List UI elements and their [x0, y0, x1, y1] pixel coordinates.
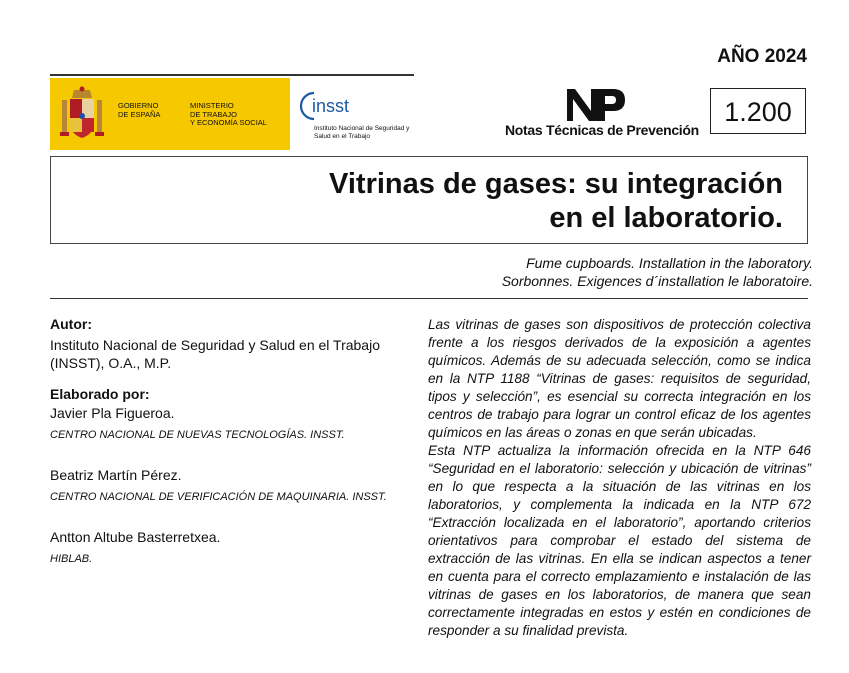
- insst-full-name: Instituto Nacional de Seguridad y Salud en el Trabajo: [314, 125, 410, 140]
- abstract: [428, 316, 811, 640]
- ntp-logo-icon: [565, 87, 627, 123]
- ministry-label: MINISTERIO DE TRABAJO Y ECONOMÍA SOCIAL: [190, 101, 267, 127]
- elaborado-heading: Elaborado por:: [50, 386, 150, 402]
- title-translations: [502, 254, 813, 290]
- government-logo-band: [50, 78, 290, 150]
- author-name: Javier Pla Figueroa.: [50, 405, 175, 421]
- author-affiliation: CENTRO NACIONAL DE VERIFICACIÓN DE MAQUINARIA. INSST.: [50, 491, 387, 503]
- abstract-paragraph: Las vitrinas de gases son dispositivos de protección colectiva frente a los riesgos derivados de la exposición a agentes químicos. Además de su adecuada selección, como se indica en la NTP 1188 “Vitrinas de gases: requisitos de seguridad, tipos y selección”, es esencial su correcta integración en los centros de trabajo para lograr un control eficaz de los agentes químicos en las áreas o zonas en que serán ubicadas.: [428, 317, 811, 440]
- title-box: [50, 156, 808, 244]
- ntp-series-label: Notas Técnicas de Prevención: [505, 122, 699, 138]
- abstract-paragraph: Esta NTP actualiza la información ofrecida en la NTP 646 “Seguridad en el laboratorio: selección y ubicación de vitrinas” en lo que respecta a la situación de las vitrinas en los laboratorios, y complementa la indicada en la NTP 672 “Extracción localizada en el laboratorio”, aportando criterios orientativos para comprobar el estado del sistema de extracción de las vitrinas. En ella se indican aspectos a tener en cuenta para el correcto emplazamiento e instalación de las vitrinas de gases en los laboratorios, de manera que sean correctamente integradas en estos y estén en condiciones de responder a su finalidad prevista.: [428, 443, 811, 638]
- year-label: AÑO 2024: [717, 46, 807, 67]
- document-title: Vitrinas de gases: su integración en el laboratorio.: [329, 168, 783, 234]
- author-affiliation: HIBLAB.: [50, 553, 93, 565]
- authors-column: [50, 316, 420, 568]
- author-name: Beatriz Martín Pérez.: [50, 467, 182, 483]
- insst-logo: [298, 88, 413, 144]
- title-translation-fr: Sorbonnes. Exigences d´installation le laboratoire.: [501, 273, 813, 289]
- insst-wordmark: insst: [312, 96, 350, 116]
- section-divider: [50, 298, 808, 299]
- author-affiliation: CENTRO NACIONAL DE NUEVAS TECNOLOGÍAS. INSST.: [50, 429, 345, 441]
- government-label: GOBIERNO DE ESPAÑA: [118, 101, 161, 119]
- title-translation-en: Fume cupboards. Installation in the laboratory.: [526, 255, 813, 271]
- author-organization: Instituto Nacional de Seguridad y Salud en el Trabajo (INSST), O.A., M.P.: [50, 337, 380, 371]
- coat-of-arms-icon: [60, 86, 104, 142]
- header-rule: [50, 74, 414, 76]
- author-heading: Autor:: [50, 316, 92, 332]
- author-name: Antton Altube Basterretxea.: [50, 529, 221, 545]
- ntp-number-badge: 1.200: [710, 88, 806, 134]
